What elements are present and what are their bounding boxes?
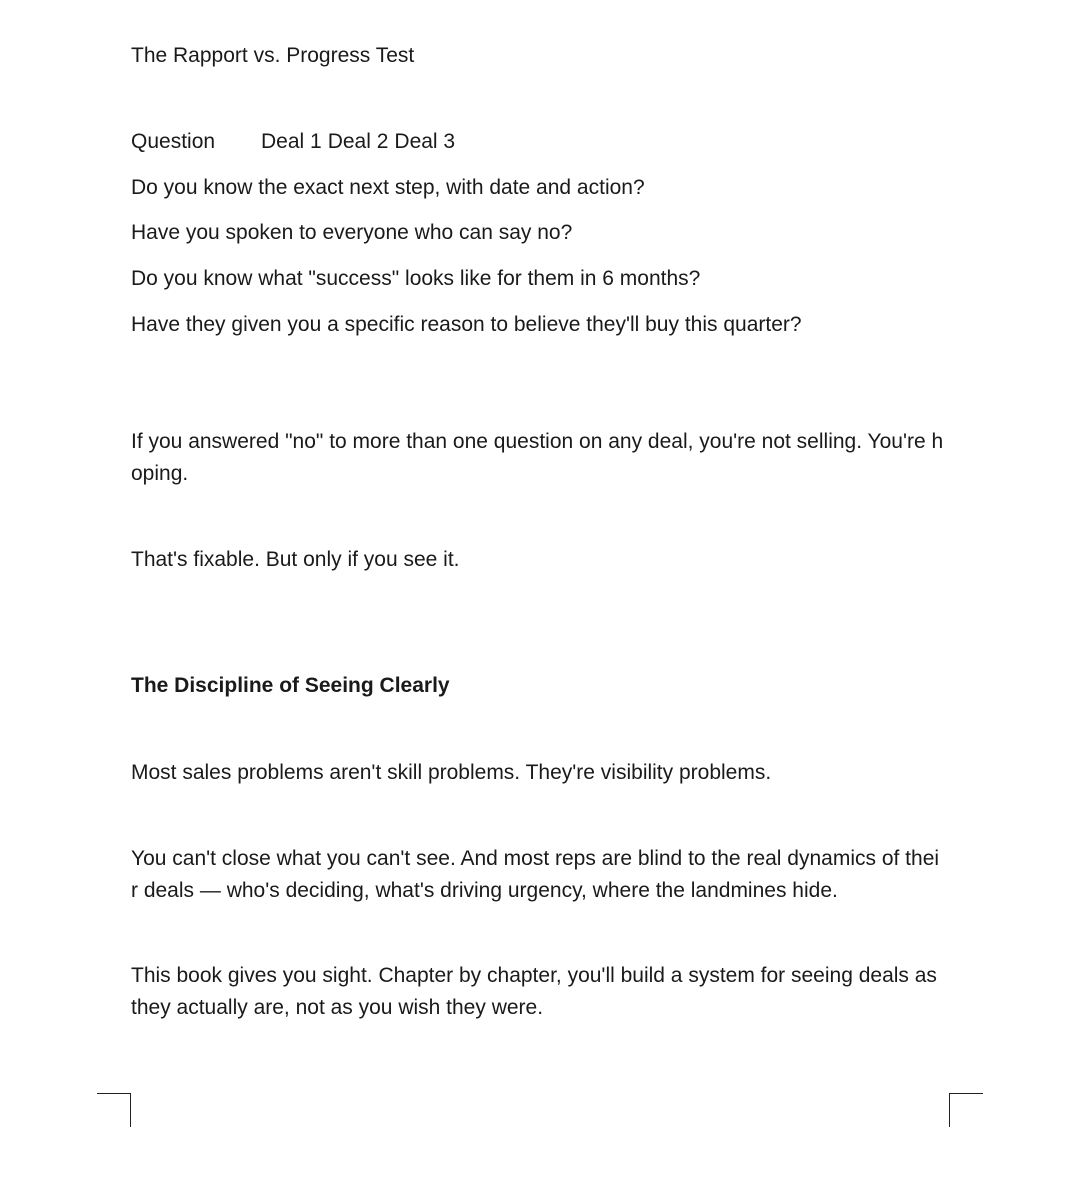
- table-row: Have they given you a specific reason to believe they'll buy this quarter?: [131, 313, 802, 336]
- section-heading: The Discipline of Seeing Clearly: [131, 674, 450, 697]
- column-header-deal-3: Deal 3: [394, 130, 456, 153]
- crop-mark-right: [949, 1093, 983, 1127]
- paragraph-fixable: That's fixable. But only if you see it.: [131, 548, 460, 571]
- column-header-deal-2: Deal 2: [327, 130, 389, 153]
- table-row: Have you spoken to everyone who can say no?: [131, 221, 573, 244]
- table-row: Do you know the exact next step, with date and action?: [131, 176, 645, 199]
- page-title: The Rapport vs. Progress Test: [131, 44, 415, 67]
- paragraph-blind: You can't close what you can't see. And most reps are blind to the real dynamics of their deals — who's deciding, what's driving urgency, where the landmines hide.: [131, 847, 940, 902]
- paragraph-visibility: Most sales problems aren't skill problems. They're visibility problems.: [131, 761, 772, 784]
- table-row: Do you know what "success" looks like for them in 6 months?: [131, 267, 701, 290]
- column-header-question: Question: [131, 130, 216, 153]
- column-header-deal-1: Deal 1: [261, 130, 322, 153]
- paragraph-sight: This book gives you sight. Chapter by chapter, you'll build a system for seeing deals as they actually are, not as you wish they were.: [131, 964, 937, 1019]
- paragraph-hoping: If you answered "no" to more than one question on any deal, you're not selling. You're hoping.: [131, 430, 944, 485]
- crop-mark-left: [97, 1093, 131, 1127]
- table-header-row: [131, 126, 461, 158]
